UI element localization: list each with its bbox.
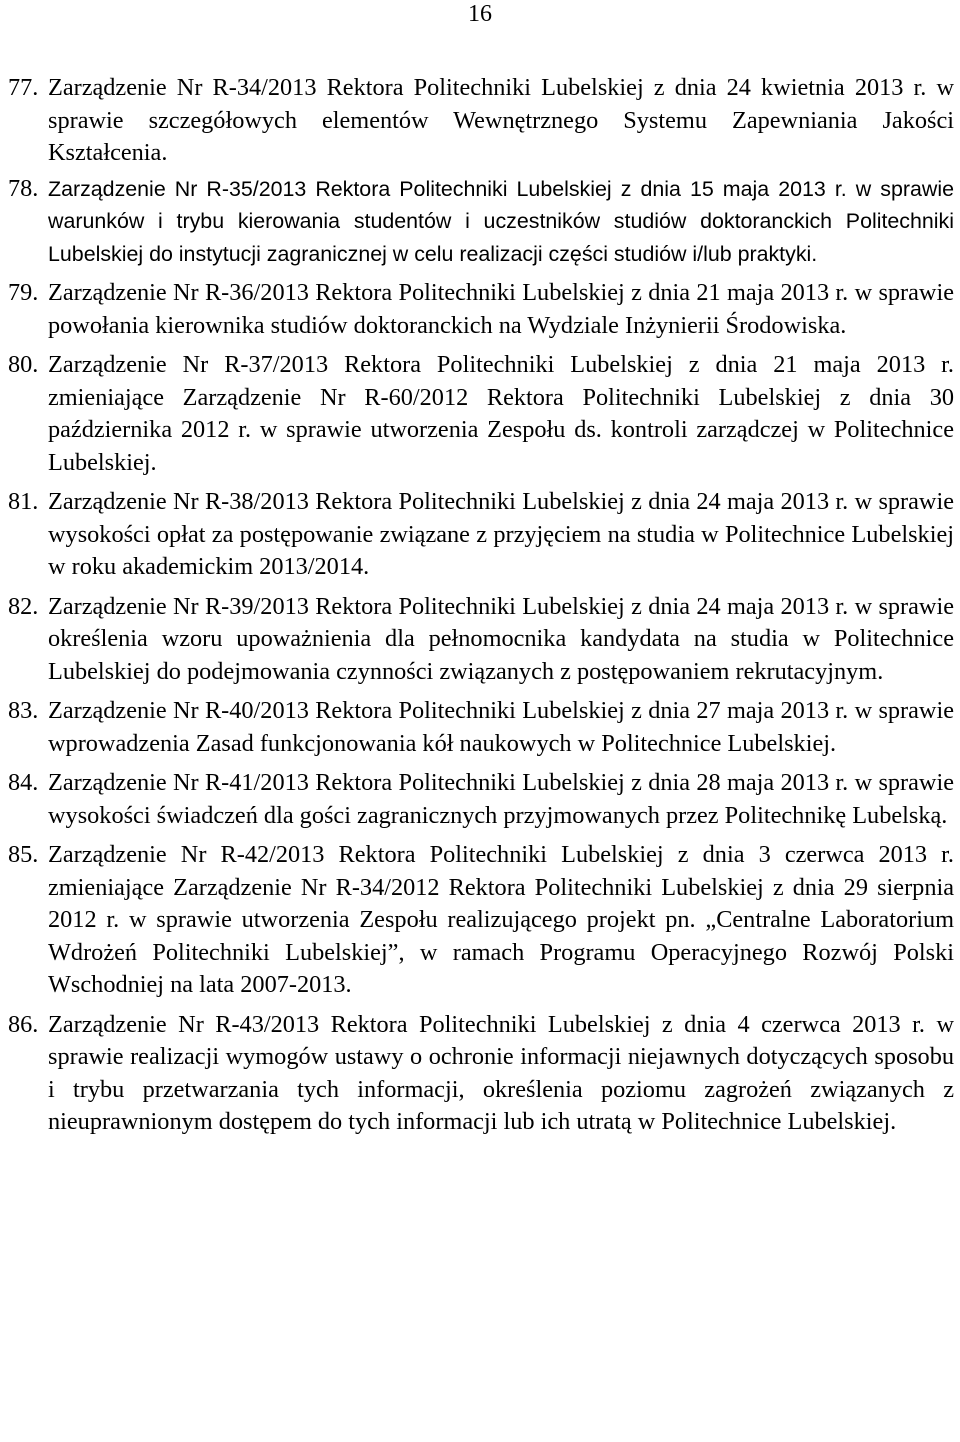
list-item [8, 1009, 954, 1139]
list-item [8, 591, 954, 689]
item-number: 86. [8, 1010, 39, 1038]
item-text: Zarządzenie Nr R-38/2013 Rektora Politechniki Lubelskiej z dnia 24 maja 2013 r. w sprawie wysokości opłat za postępowanie związane z przyjęciem na studia w Politechnice Lubelskiej w roku akademickim 2013/2014. [48, 488, 954, 580]
item-number: 78. [8, 174, 39, 202]
item-number: 85. [8, 841, 39, 868]
item-text: Zarządzenie Nr R-34/2013 Rektora Politechniki Lubelskiej z dnia 24 kwietnia 2013 r. w sprawie szczegółowych elementów Wewnętrznego Systemu Zapewniania Jakości Kształcenia. [48, 74, 954, 166]
list-item [8, 695, 954, 760]
item-text: Zarządzenie Nr R-36/2013 Rektora Politechniki Lubelskiej z dnia 21 maja 2013 r. w sprawie powołania kierownika studiów doktoranckich na Wydziale Inżynierii Środowiska. [48, 279, 954, 339]
item-number: 84. [8, 769, 39, 796]
list-item [8, 72, 954, 170]
list-item [8, 277, 954, 342]
item-number: 77. [8, 74, 39, 101]
item-number: 81. [8, 488, 39, 515]
item-text: Zarządzenie Nr R-41/2013 Rektora Politechniki Lubelskiej z dnia 28 maja 2013 r. w sprawie wysokości świadczeń dla gości zagranicznych przyjmowanych przez Politechnikę Lubelską. [48, 769, 954, 829]
item-number: 83. [8, 697, 39, 724]
list-item [8, 486, 954, 584]
list-item [8, 349, 954, 479]
item-number: 80. [8, 351, 39, 378]
item-number: 79. [8, 279, 39, 306]
item-text: Zarządzenie Nr R-37/2013 Rektora Politechniki Lubelskiej z dnia 21 maja 2013 r. zmieniające Zarządzenie Nr R-60/2012 Rektora Politechniki Lubelskiej z dnia 30 października 2012 r. w sprawie utworzenia Zespołu ds. kontroli zarządczej w Politechnice Lubelskiej. [48, 351, 954, 476]
list-item [8, 767, 954, 832]
item-text: Zarządzenie Nr R-42/2013 Rektora Politechniki Lubelskiej z dnia 3 czerwca 2013 r. zmieniające Zarządzenie Nr R-34/2012 Rektora Politechniki Lubelskiej z dnia 29 sierpnia 2012 r. w sprawie utworzenia Zespołu realizującego projekt pn. „Centralne Laboratorium Wdrożeń Politechniki Lubelskiej”, w ramach Programu Operacyjnego Rozwój Polski Wschodniej na lata 2007-2013. [48, 841, 954, 998]
item-text: Zarządzenie Nr R-39/2013 Rektora Politechniki Lubelskiej z dnia 24 maja 2013 r. w sprawie określenia wzoru upoważnienia dla pełnomocnika kandydata na studia w Politechnice Lubelskiej do podejmowania czynności związanych z postępowaniem rekrutacyjnym. [48, 592, 954, 685]
item-text: Zarządzenie Nr R-35/2013 Rektora Politechniki Lubelskiej z dnia 15 maja 2013 r. w sprawie warunków i trybu kierowania studentów i uczestników studiów doktoranckich Politechniki Lubelskiej do instytucji zagranicznej w celu realizacji części studiów i/lub praktyki. [48, 176, 954, 266]
list-item [8, 839, 954, 1002]
item-text: Zarządzenie Nr R-43/2013 Rektora Politechniki Lubelskiej z dnia 4 czerwca 2013 r. w sprawie realizacji wymogów ustawy o ochronie informacji niejawnych dotyczących sposobu i trybu przetwarzania tych informacji, określenia poziomu zagrożeń związanych z nieuprawnionym dostępem do tych informacji lub ich utratą w Politechnice Lubelskiej. [48, 1010, 954, 1135]
item-number: 82. [8, 592, 39, 620]
ordinance-list [8, 72, 954, 1146]
item-text: Zarządzenie Nr R-40/2013 Rektora Politechniki Lubelskiej z dnia 27 maja 2013 r. w sprawie wprowadzenia Zasad funkcjonowania kół naukowych w Politechnice Lubelskiej. [48, 697, 954, 757]
list-item [8, 173, 954, 271]
page-number: 16 [468, 1, 492, 27]
